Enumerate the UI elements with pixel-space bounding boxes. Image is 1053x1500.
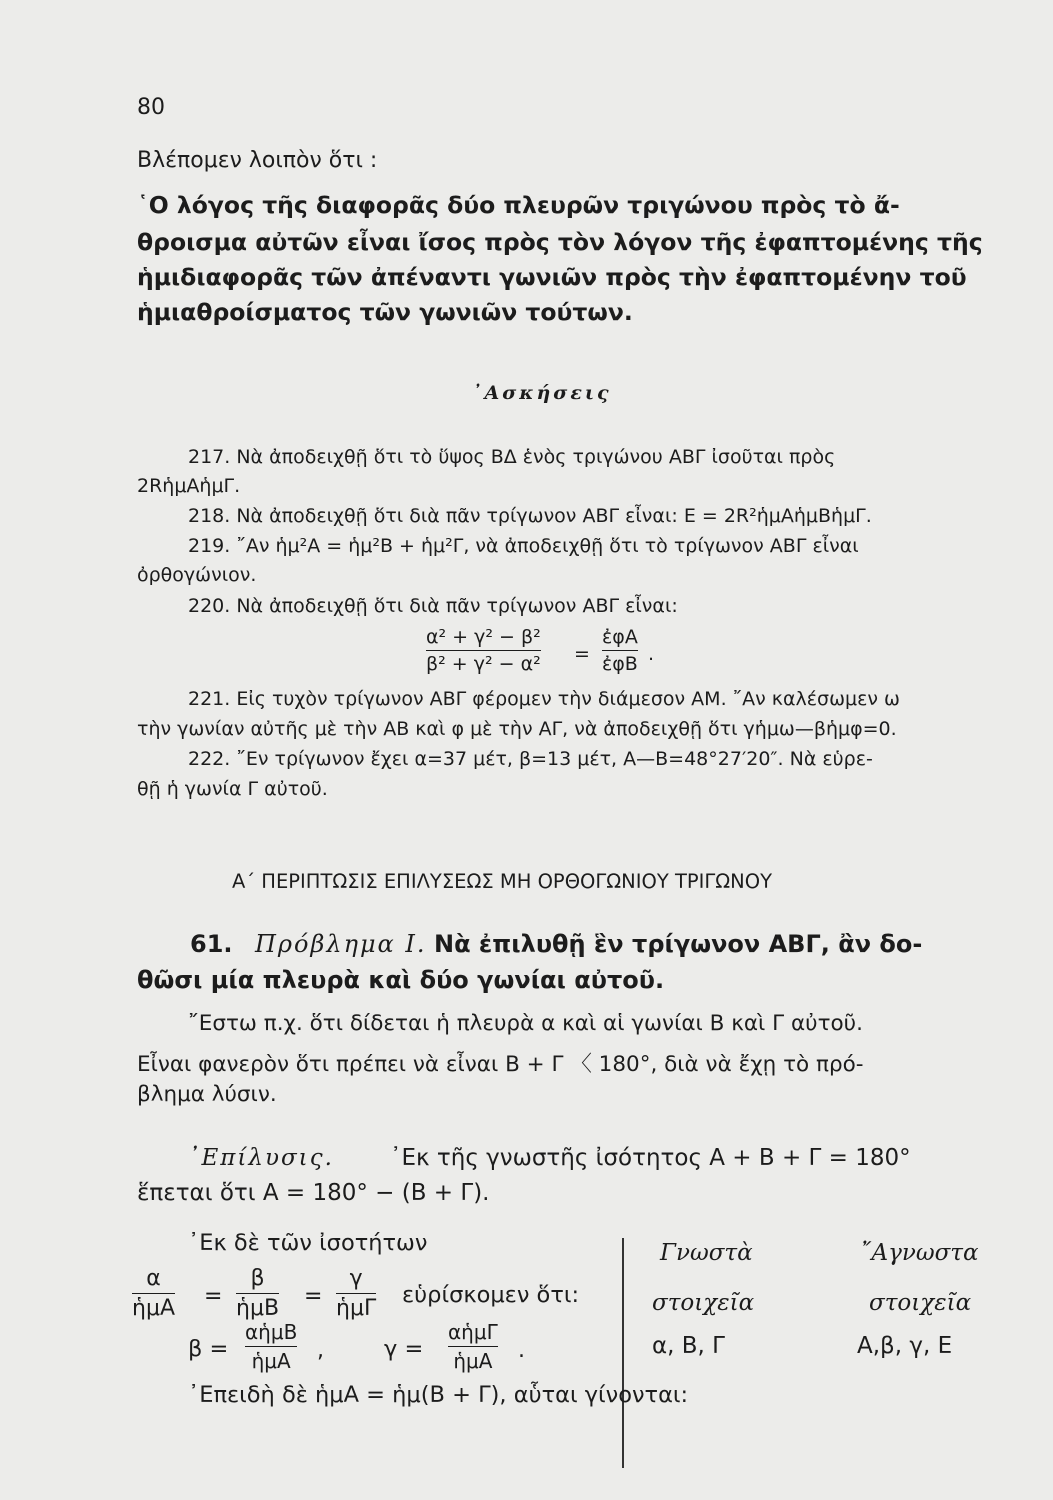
- fraction-numerator: αἡμΒ: [245, 1320, 298, 1344]
- fraction-numerator: αἡμΓ: [448, 1320, 498, 1344]
- body-line: ῎Εστω π.χ. ὅτι δίδεται ἡ πλευρὰ α καὶ αἱ γωνίαι Β καὶ Γ αὐτοῦ.: [188, 1011, 863, 1036]
- last-line: ᾿Επειδὴ δὲ ἡμΑ = ἡμ(Β + Γ), αὗται γίνονται:: [188, 1382, 689, 1408]
- known-header-sub: στοιχεῖα: [652, 1290, 755, 1316]
- unknown-header: ῎Αγνωστα: [860, 1240, 979, 1266]
- formula-numerator: ἐφΑ: [602, 626, 638, 648]
- problem-number: 61.: [190, 930, 233, 958]
- unknown-values: Α,β, γ, Ε: [857, 1333, 953, 1359]
- table-divider: [622, 1238, 624, 1468]
- fraction-bar: [448, 1346, 498, 1347]
- fraction-numerator: β: [250, 1266, 265, 1291]
- fraction-bar: [602, 650, 638, 651]
- exercise-222: 222. ῎Εν τρίγωνον ἔχει α=37 μέτ, β=13 μέτ, Α—Β=48°27′20″. Νὰ εὑρε-: [188, 748, 873, 770]
- fraction-bar: [426, 650, 541, 651]
- sine-rule-tail: εὑρίσκομεν ὅτι:: [402, 1282, 580, 1308]
- exercise-217: 217. Νὰ ἀποδειχθῇ ὅτι τὸ ὕψος ΒΔ ἑνὸς τριγώνου ΑΒΓ ἰσοῦται πρὸς: [188, 446, 836, 468]
- formula-end: .: [648, 643, 655, 665]
- exercise-220: 220. Νὰ ἀποδειχθῇ ὅτι διὰ πᾶν τρίγωνον ΑΒΓ εἶναι:: [188, 595, 678, 617]
- intro-text: Βλέπομεν λοιπὸν ὅτι :: [137, 148, 378, 173]
- problem-title: Νὰ ἐπιλυθῇ ἓν τρίγωνον ΑΒΓ, ἂν δο-: [434, 930, 923, 958]
- fraction-bar: [236, 1293, 279, 1294]
- formula-220-right-fraction: [602, 626, 638, 675]
- beta-lhs: β =: [188, 1336, 229, 1362]
- fraction-numerator: α: [146, 1266, 161, 1291]
- fraction-denominator: ἡμΑ: [132, 1296, 175, 1321]
- exercise-221: 221. Εἰς τυχὸν τρίγωνον ΑΒΓ φέρομεν τὴν διάμεσον ΑΜ. ῎Αν καλέσωμεν ω: [188, 688, 900, 710]
- sine-rule-fraction-c: [336, 1266, 376, 1321]
- theorem-line: ἡμιαθροίσματος τῶν γωνιῶν τούτων.: [137, 298, 633, 326]
- exercise-218: 218. Νὰ ἀποδειχθῇ ὅτι διὰ πᾶν τρίγωνον ΑΒΓ εἶναι: Ε = 2R²ἡμΑἡμΒἡμΓ.: [188, 505, 872, 527]
- formula-220-left-fraction: [426, 626, 541, 675]
- exercise-217-cont: 2RἡμΑἡμΓ.: [137, 475, 241, 497]
- problem-title-cont: θῶσι μία πλευρὰ καὶ δύο γωνίαι αὐτοῦ.: [137, 966, 665, 994]
- exercise-221-cont: τὴν γωνίαν αὐτῆς μὲ τὴν ΑΒ καὶ φ μὲ τὴν ΑΓ, νὰ ἀποδειχθῇ ὅτι γἡμω—βἡμφ=0.: [137, 718, 897, 740]
- sine-rule-fraction-b: [236, 1266, 279, 1321]
- from-equalities: ᾿Εκ δὲ τῶν ἰσοτήτων: [188, 1230, 428, 1256]
- fraction-bar: [336, 1293, 376, 1294]
- problem-label: Πρόβλημα Ι.: [255, 930, 427, 958]
- exercise-222-cont: θῇ ἡ γωνία Γ αὐτοῦ.: [137, 778, 328, 800]
- equals-sign: =: [304, 1284, 323, 1309]
- comma: ,: [317, 1338, 324, 1363]
- solution-label: ᾿Επίλυσις.: [188, 1145, 334, 1171]
- gamma-lhs: γ =: [384, 1336, 424, 1362]
- fraction-denominator: ἡμΒ: [236, 1296, 280, 1321]
- solution-line: ᾿Εκ τῆς γνωστῆς ἰσότητος Α + Β + Γ = 180°: [390, 1145, 911, 1171]
- formula-denominator: ἐφΒ: [602, 653, 638, 675]
- solution-line: ἕπεται ὅτι Α = 180° − (Β + Γ).: [137, 1180, 490, 1206]
- body-line: βλημα λύσιν.: [137, 1082, 277, 1107]
- theorem-line: ῾Ο λόγος τῆς διαφορᾶς δύο πλευρῶν τριγώνου πρὸς τὸ ἄ-: [137, 191, 900, 219]
- exercises-heading: ᾿Ασκήσεις: [472, 382, 612, 404]
- theorem-line: θροισμα αὐτῶν εἶναι ἴσος πρὸς τὸν λόγον τῆς ἐφαπτομένης τῆς: [137, 228, 983, 256]
- known-header: Γνωστὰ: [660, 1240, 753, 1266]
- exercise-219-cont: ὀρθογώνιον.: [137, 564, 257, 586]
- known-values: α, Β, Γ: [652, 1333, 725, 1359]
- fraction-numerator: γ: [349, 1266, 363, 1291]
- exercise-219: 219. ῎Αν ἡμ²Α = ἡμ²Β + ἡμ²Γ, νὰ ἀποδειχθῇ ὅτι τὸ τρίγωνον ΑΒΓ εἶναι: [188, 535, 859, 557]
- formula-equals: =: [574, 643, 590, 665]
- beta-fraction: [245, 1320, 297, 1373]
- gamma-fraction: [448, 1320, 498, 1373]
- fraction-bar: [245, 1346, 297, 1347]
- equals-sign: =: [204, 1284, 223, 1309]
- fraction-denominator: ἡμΑ: [251, 1349, 291, 1373]
- section-heading: Α΄ ΠΕΡΙΠΤΩΣΙΣ ΕΠΙΛΥΣΕΩΣ ΜΗ ΟΡΘΟΓΩΝΙΟΥ ΤΡΙΓΩΝΟΥ: [232, 870, 772, 893]
- fraction-denominator: ἡμΑ: [453, 1349, 493, 1373]
- sine-rule-fraction-a: [132, 1266, 175, 1321]
- theorem-line: ἡμιδιαφορᾶς τῶν ἀπέναντι γωνιῶν πρὸς τὴν ἐφαπτομένην τοῦ: [137, 263, 967, 291]
- body-line: Εἶναι φανερὸν ὅτι πρέπει νὰ εἶναι Β + Γ 〈 180°, διὰ νὰ ἔχῃ τὸ πρό-: [137, 1052, 864, 1077]
- formula-numerator: α² + γ² − β²: [426, 626, 541, 648]
- fraction-bar: [132, 1293, 175, 1294]
- formula-denominator: β² + γ² − α²: [426, 653, 541, 675]
- unknown-header-sub: στοιχεῖα: [869, 1290, 972, 1316]
- period: .: [518, 1338, 525, 1363]
- fraction-denominator: ἡμΓ: [336, 1296, 377, 1321]
- page-number: 80: [137, 95, 165, 120]
